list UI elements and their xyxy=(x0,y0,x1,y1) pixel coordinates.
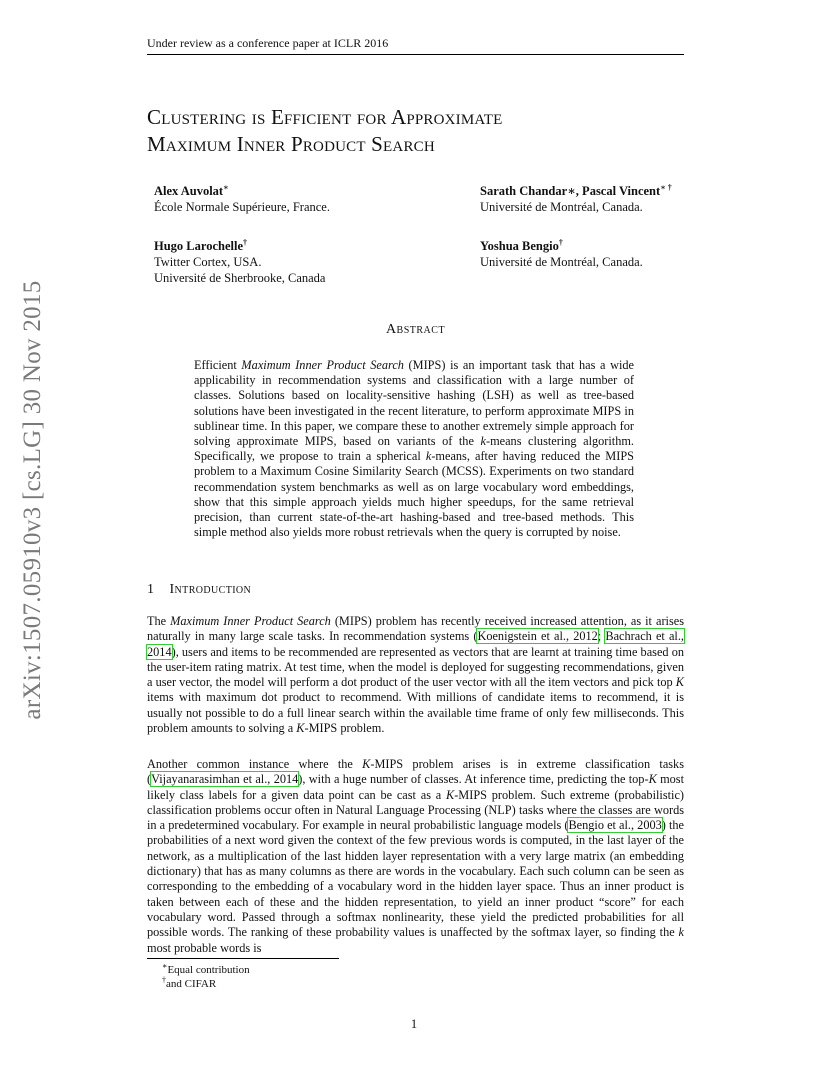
author-block-3 xyxy=(154,238,325,286)
running-header: Under review as a conference paper at ICLR 2016 xyxy=(147,36,684,55)
author-affiliation: École Normale Supérieure, France. xyxy=(154,200,330,214)
intro-paragraph-2: Another common instance where the K-MIPS problem arises is in extreme classification tasks (Vijayanarasimhan et al., 2014), with a huge number of classes. At inference time, predicting the top-K most likely class labels for a given data point can be cast as a K-MIPS problem. Such extreme (probabilistic) classification problems occur often in Natural Language Processing (NLP) tasks where the classes are words in a predetermined vocabulary. For example in neural probabilistic language models (Bengio et al., 2003) the probabilities of a next word given the context of the few previous words is computed, in the last layer of the network, as a multiplication of the last hidden layer representation with a very large matrix (an embedding dictionary) that has as many columns as there are words in the vocabulary. Each such column can be seen as corresponding to the embedding of a vocabulary word in the hidden layer space. Thus an inner product is taken between each of these and the hidden representation, to yield an inner product “score” for each vocabulary word. Passed through a softmax nonlinearity, these yield the predicted probabilities for all possible words. The ranking of these probability values is unaffected by the softmax layer, so finding the k most probable words is xyxy=(147,757,685,955)
footnotes xyxy=(162,963,250,991)
title-line-2: Maximum Inner Product Search xyxy=(147,132,435,156)
intro-paragraph-1: The Maximum Inner Product Search (MIPS) problem has recently received increased attention, as it arises naturally in many large scale tasks. In recommendation systems (Koenigstein et al., 2012; Bachrach et al., 2014), users and items to be recommended are represented as vectors that are learnt at training time based on the user-item rating matrix. At test time, when the model is deployed for suggesting recommendations, given a user vector, the model will perform a dot product of the user vector with all the item vectors and pick top K items with maximum dot product to recommend. With millions of candidate items to recommend, it is usually not possible to do a full linear search within the available time frame of only few milliseconds. This problem amounts to solving a K-MIPS problem. xyxy=(147,614,684,736)
paper-title xyxy=(147,104,707,158)
citation-link[interactable]: Bengio et al., 2003 xyxy=(568,818,662,833)
arxiv-identifier-stamp: arXiv:1507.05910v3 [cs.LG] 30 Nov 2015 xyxy=(19,280,46,720)
author-name: Alex Auvolat∗ xyxy=(154,182,229,198)
author-affiliation: Université de Montréal, Canada. xyxy=(480,200,643,214)
author-block-1 xyxy=(154,183,330,215)
citation-link[interactable]: Koenigstein et al., 2012 xyxy=(477,629,598,644)
author-name: Hugo Larochelle† xyxy=(154,237,248,253)
citation-link[interactable]: Vijayanarasimhan et al., 2014 xyxy=(151,772,299,787)
author-block-4 xyxy=(480,238,643,270)
abstract-text: Efficient Maximum Inner Product Search (MIPS) is an important task that has a wide applicability in recommendation systems and classification with a large number of classes. Solutions based on locality-sensitive hashing (LSH) as well as tree-based solutions have been investigated in the recent literature, to perform approximate MIPS in sublinear time. In this paper, we compare these to another extremely simple approach for solving approximate MIPS, based on variants of the k-means clustering algorithm. Specifically, we propose to train a spherical k-means, after having reduced the MIPS problem to a Maximum Cosine Similarity Search (MCSS). Experiments on two standard recommendation system benchmarks as well as on large vocabulary word embeddings, show that this simple approach yields much higher speedups, for the same retrieval precision, than current state-of-the-art hashing-based and tree-based methods. This simple method also yields more robust retrievals when the query is corrupted by noise. xyxy=(194,358,635,540)
author-name: Yoshua Bengio† xyxy=(480,237,563,253)
title-line-1: Clustering is Efficient for Approximate xyxy=(147,105,503,129)
citation-link[interactable]: Bachrach et al., 2014 xyxy=(147,629,684,659)
footnote: †and CIFAR xyxy=(162,975,217,990)
abstract-heading: Abstract xyxy=(385,322,446,337)
footnote-divider xyxy=(147,958,339,959)
author-block-2 xyxy=(480,183,672,215)
section-heading-introduction xyxy=(147,582,251,598)
page-number: 1 xyxy=(410,1017,418,1031)
footnote: ∗Equal contribution xyxy=(162,961,250,976)
author-affiliation: Université de Montréal, Canada. xyxy=(480,255,643,269)
section-number: 1 xyxy=(147,582,154,597)
author-affiliation: Université de Sherbrooke, Canada xyxy=(154,271,326,285)
section-title: Introduction xyxy=(169,582,252,597)
author-name: Sarath Chandar∗, Pascal Vincent∗ † xyxy=(480,182,672,198)
author-affiliation: Twitter Cortex, USA. xyxy=(154,255,262,269)
